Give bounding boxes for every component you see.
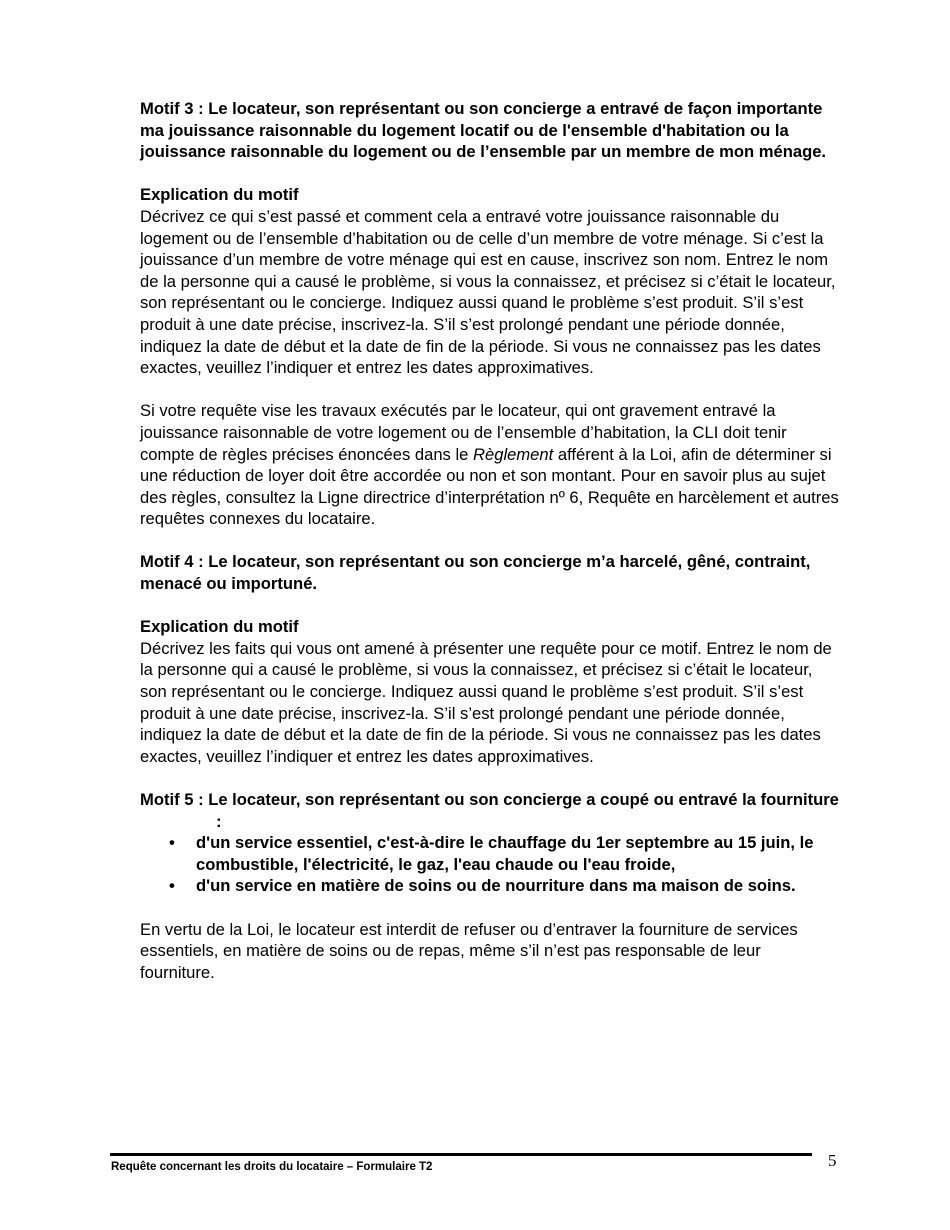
motif5-loi-text: En vertu de la Loi, le locateur est interdit de refuser ou d’entraver la fourniture de services essentiels, en matière de soins ou de repas, même s’il n’est pas responsable de leur fourniture. [140,919,798,982]
bullet-icon: • [169,876,175,896]
motif4-heading: Motif 4 : Le locateur, son représentant ou son concierge m’a harcelé, gêné, contraint, menacé ou importuné. [140,552,811,594]
motif3-explication-text: Décrivez ce qui s’est passé et comment cela a entravé votre jouissance raisonnable du logement ou de l’ensemble d’habitation ou de celle d’un membre de votre ménage. Si c’est la jouissance d’un membre de votre ménage qui est en cause, inscrivez son nom. Entrez le nom de la personne qui a causé le problème, si vous la connaissez, et précisez si c’était le locateur, son représentant ou le concierge. Indiquez aussi quand le problème s’est produit. S’il s’est produit à une date précise, inscrivez-la. S’il s’est prolongé pendant une période donnée, indiquez la date de début et la date de fin de la période. Si vous ne connaissez pas les dates exactes, veuillez l’indiquer et entrez les dates approximatives. [140,206,836,378]
travaux-text-start: Si votre requête vise les travaux exécutés par le locateur, qui ont gravement entravé la jouissance raisonnable de votre logement ou de l’ensemble d’habitation, la CLI doit tenir compte de règles précises énoncées dans le [140,401,787,464]
motif5-bullet-list [140,832,840,897]
motif5-heading: Motif 5 : Le locateur, son représentant ou son concierge a coupé ou entravé la fourniture : [140,790,839,831]
bullet-text: d'un service essentiel, c'est-à-dire le chauffage du 1er septembre au 15 juin, le combustible, l'électricité, le gaz, l'eau chaude ou l'eau froide, [196,833,814,874]
page-number: 5 [828,1151,837,1170]
document-body [140,98,840,983]
list-item [169,832,840,875]
footer-divider [110,1153,812,1156]
footer-form-title: Requête concernant les droits du locataire – Formulaire T2 [111,1161,433,1173]
list-item [169,875,840,897]
motif4-explication-text: Décrivez les faits qui vous ont amené à présenter une requête pour ce motif. Entrez le nom de la personne qui a causé le problème, si vous la connaissez, et précisez si c’était le locateur, son représentant ou le concierge. Indiquez aussi quand le problème s’est produit. S’il s’est produit à une date précise, inscrivez-la. S’il s’est prolongé pendant une période donnée, indiquez la date de début et la date de fin de la période. Si vous ne connaissez pas les dates exactes, veuillez l’indiquer et entrez les dates approximatives. [140,638,832,766]
motif3-heading: Motif 3 : Le locateur, son représentant ou son concierge a entravé de façon importante ma jouissance raisonnable du logement locatif ou de l'ensemble d'habitation ou la jouissance raisonnable du logement ou de l’ensemble par un membre de mon ménage. [140,99,827,162]
motif3-explication-title: Explication du motif [140,185,299,205]
motif4-explication-title: Explication du motif [140,617,299,637]
motif3-travaux-paragraph [140,400,840,530]
travaux-text-end: afférent à la Loi, afin de déterminer si une réduction de loyer doit être accordée ou non et son montant. Pour en savoir plus au sujet des règles, consultez la Ligne directrice d’interprétation nº 6, Requête en harcèlement et autres requêtes connexes du locataire. [140,444,839,529]
bullet-icon: • [169,833,175,853]
reglement-italic: Règlement [473,444,554,464]
bullet-text: d'un service en matière de soins ou de nourriture dans ma maison de soins. [196,876,796,896]
